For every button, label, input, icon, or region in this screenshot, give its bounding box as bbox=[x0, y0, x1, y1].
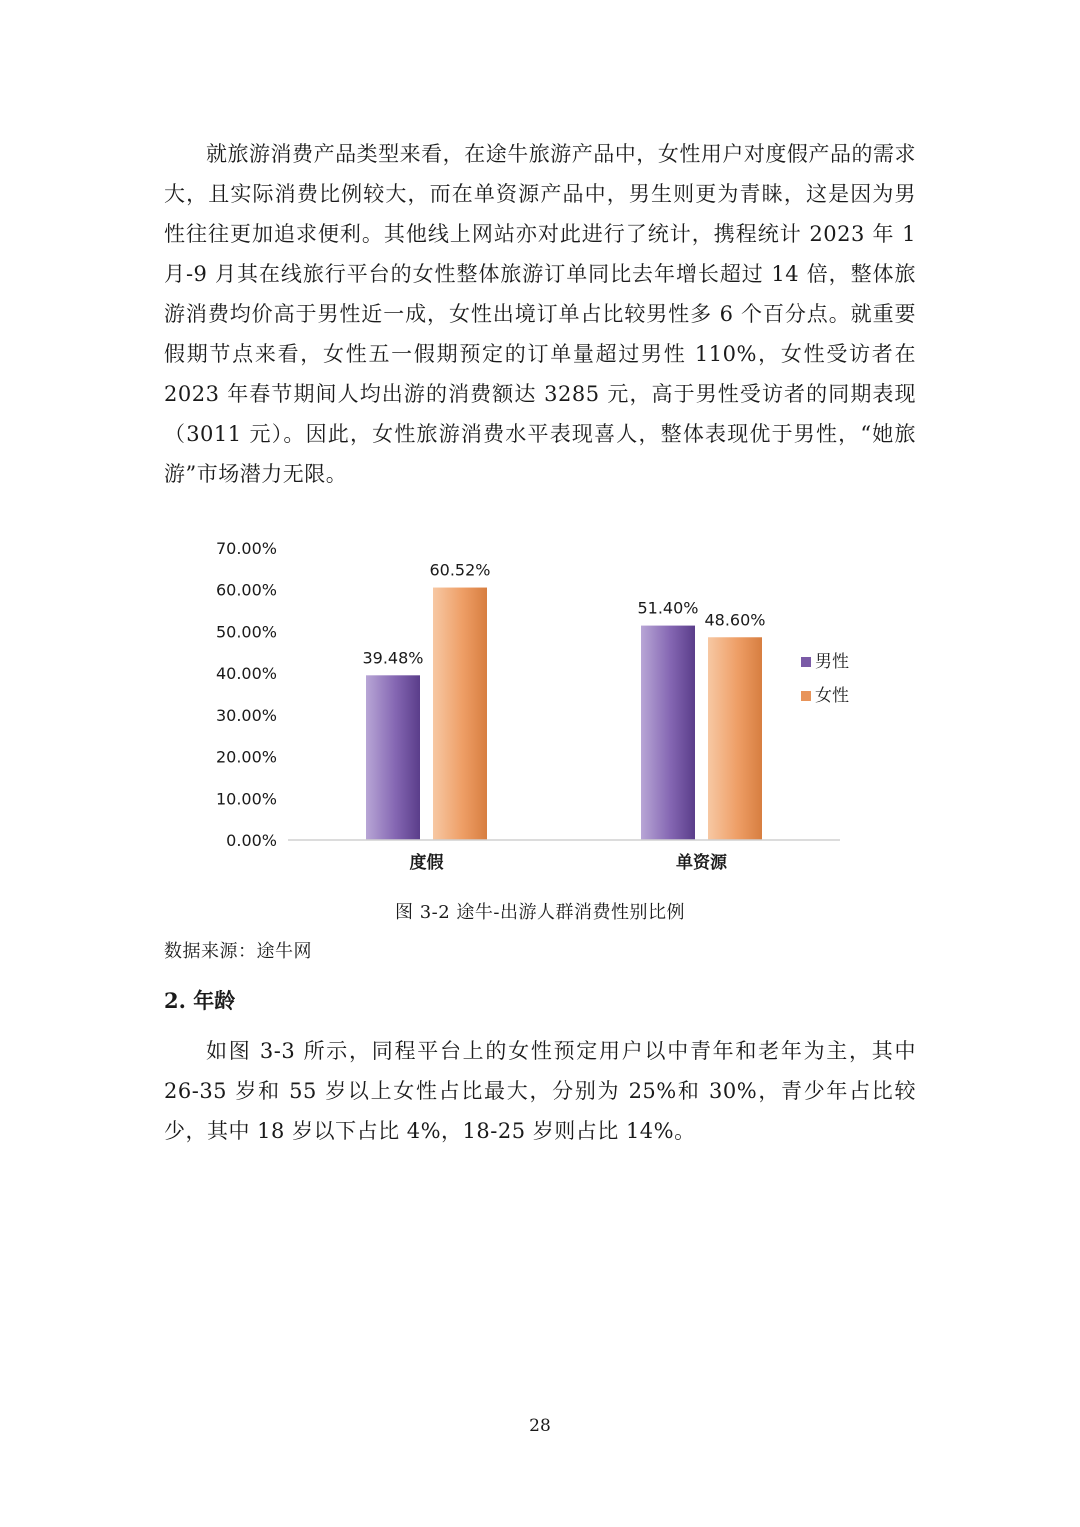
page-number: 28 bbox=[529, 1416, 551, 1436]
figure-caption: 图 3-2 途牛-出游人群消费性别比例 bbox=[394, 902, 685, 923]
bar-male-single-resource bbox=[641, 626, 695, 840]
gender-consumption-chart bbox=[200, 528, 890, 878]
bar-female-single-resource bbox=[708, 637, 762, 840]
category-label: 度假 bbox=[409, 853, 444, 873]
category-label: 单资源 bbox=[676, 853, 727, 873]
y-tick-label: 60.00% bbox=[215, 580, 277, 600]
bar-value-label: 48.60% bbox=[704, 610, 766, 630]
paragraph-age: 如图 3-3 所示，同程平台上的女性预定用户以中青年和老年为主，其中 26-35 岁和 55 岁以上女性占比最大，分别为 25%和 30%，青少年占比较少，其中 18 岁以下占比 4%，18-25 岁则占比 14%。 bbox=[164, 1039, 916, 1143]
bar-value-label: 39.48% bbox=[362, 648, 424, 668]
section-heading-age: 2. 年龄 bbox=[164, 988, 236, 1013]
y-tick-label: 50.00% bbox=[215, 622, 277, 642]
paragraph-consumption-type: 就旅游消费产品类型来看，在途牛旅游产品中，女性用户对度假产品的需求大，且实际消费比例较大，而在单资源产品中，男生则更为青睐，这是因为男性往往更加追求便利。其他线上网站亦对此进行了统计，携程统计 2023 年 1 月-9 月其在线旅行平台的女性整体旅游订单同比去年增长超过 14 倍，整体旅游消费均价高于男性近一成，女性出境订单占比较男性多 6 个百分点。就重要假期节点来看，女性五一假期预定的订单量超过男性 110%，女性受访者在 2023 年春节期间人均出游的消费额达 3285 元，高于男性受访者的同期表现（3011 元）。因此，女性旅游消费水平表现喜人，整体表现优于男性，“她旅游”市场潜力无限。 bbox=[164, 142, 916, 486]
y-tick-label: 70.00% bbox=[215, 539, 277, 558]
bar-value-label: 51.40% bbox=[637, 598, 699, 618]
bar-female-vacation bbox=[433, 588, 487, 840]
legend-label: 男性 bbox=[815, 652, 849, 672]
y-tick-label: 20.00% bbox=[215, 747, 277, 767]
legend-swatch-female bbox=[801, 691, 811, 701]
bar-male-vacation bbox=[366, 675, 420, 840]
data-source: 数据来源：途牛网 bbox=[164, 941, 312, 962]
legend-swatch-male bbox=[801, 657, 811, 667]
y-tick-label: 40.00% bbox=[215, 664, 277, 684]
y-tick-label: 10.00% bbox=[215, 789, 277, 809]
legend-label: 女性 bbox=[815, 686, 849, 706]
bar-chart-svg bbox=[200, 528, 890, 878]
bar-value-label: 60.52% bbox=[429, 560, 491, 580]
y-tick-label: 30.00% bbox=[215, 705, 277, 725]
y-tick-label: 0.00% bbox=[226, 831, 277, 850]
